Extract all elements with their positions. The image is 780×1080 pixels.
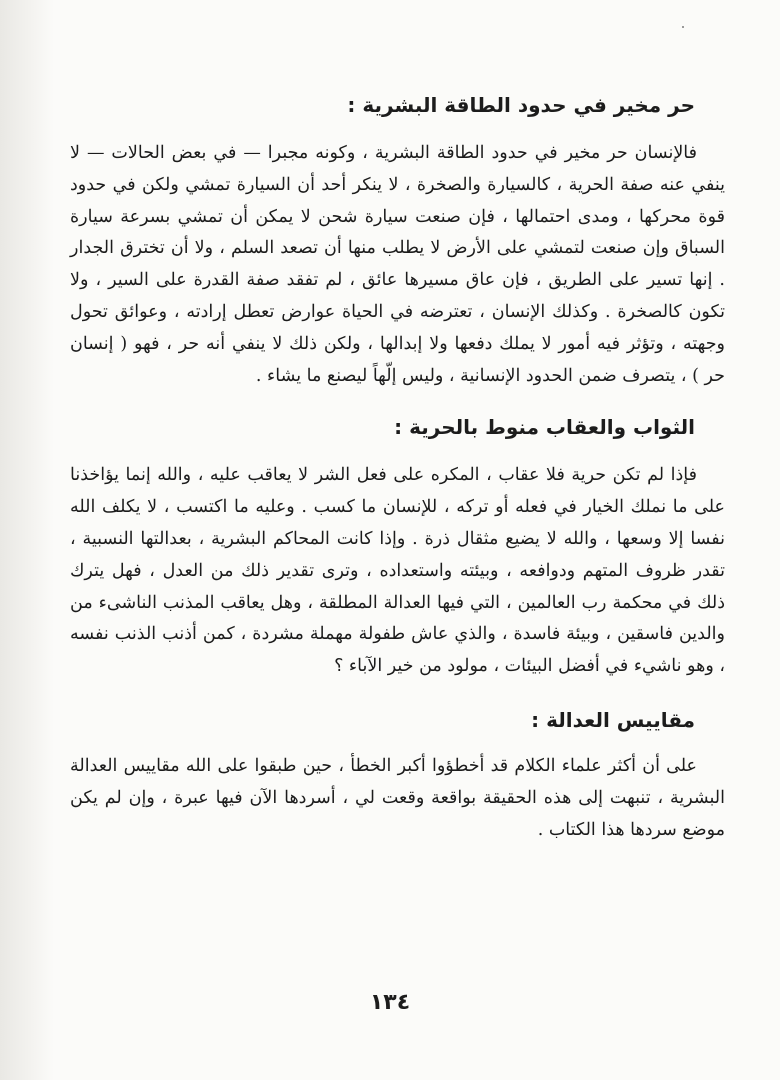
- section-heading-freedom-within-human-limits: حر مخير في حدود الطاقة البشرية :: [347, 93, 695, 117]
- scan-speck: [682, 26, 684, 28]
- page-content: [70, 80, 725, 846]
- page-number: ١٣٤: [369, 990, 411, 1015]
- section-paragraph-freedom-within-human-limits: فالإنسان حر مخير في حدود الطاقة البشرية ، وكونه مجبرا — في بعض الحالات — لا ينفي عنه صفة الحرية ، كالسيارة والصخرة ، لا ينكر أحد أن السيارة تمشي ولكن في حدود قوة محركها ، ومدى احتمالها ، فإن صنعت سيارة شحن لا يمكن أن تمشي بسرعة سيارة السباق وإن صنعت لتمشي على الأرض لا يطلب منها أن تصعد السلم ، ولا أن تخترق الجدار . إنها تسير على الطريق ، فإن عاق مسيرها عائق ، لم تفقد صفة القدرة على السير ، ولا تكون كالصخرة . وكذلك الإنسان ، تعترضه في الحياة عوارض تعطل إرادته ، وعوائق تحول وجهته ، وتؤثر فيه أمور لا يملك دفعها ولا إبدالها ، ولكن ذلك لا ينفي أنه حر ، فهو ( إنسان حر ) ، يتصرف ضمن الحدود الإنسانية ، وليس إلّهاً ليصنع ما يشاء .: [70, 143, 725, 386]
- section-heading-reward-and-punishment: الثواب والعقاب منوط بالحرية :: [394, 415, 695, 440]
- section-paragraph-reward-and-punishment: فإذا لم تكن حرية فلا عقاب ، المكره على فعل الشر لا يعاقب عليه ، والله إنما يؤاخذنا على ما نملك الخيار في فعله أو تركه ، للإنسان ما كسب . وعليه ما اكتسب ، لا يكلف الله نفسا إلا وسعها ، والله لا يضيع مثقال ذرة . وإذا كانت المحاكم البشرية ، بعدالتها النسبية ، تقدر ظروف المتهم ودوافعه ، وبيئته واستعداده ، وترى تقدير ذلك من العدل ، فهل يترك ذلك في محكمة رب العالمين ، التي فيها العدالة المطلقة ، وهل يعاقب المذنب الناشىء من والدين فاسقين ، وبيئة فاسدة ، والذي عاش طفولة مهملة مشردة ، كمن أذنب الذنب نفسه ، وهو ناشيء في أفضل البيئات ، مولود من خير الآباء ؟: [70, 465, 725, 677]
- section-paragraph-standards-of-justice: على أن أكثر علماء الكلام قد أخطؤوا أكبر الخطأ ، حين طبقوا على الله مقاييس العدالة البشرية ، تنبهت إلى هذه الحقيقة بواقعة وقعت لي ، أسردها الآن فيها عبرة ، وإن لم يكن موضع سردها هذا الكتاب .: [70, 755, 725, 840]
- section-heading-standards-of-justice: مقاييس العدالة :: [531, 707, 695, 732]
